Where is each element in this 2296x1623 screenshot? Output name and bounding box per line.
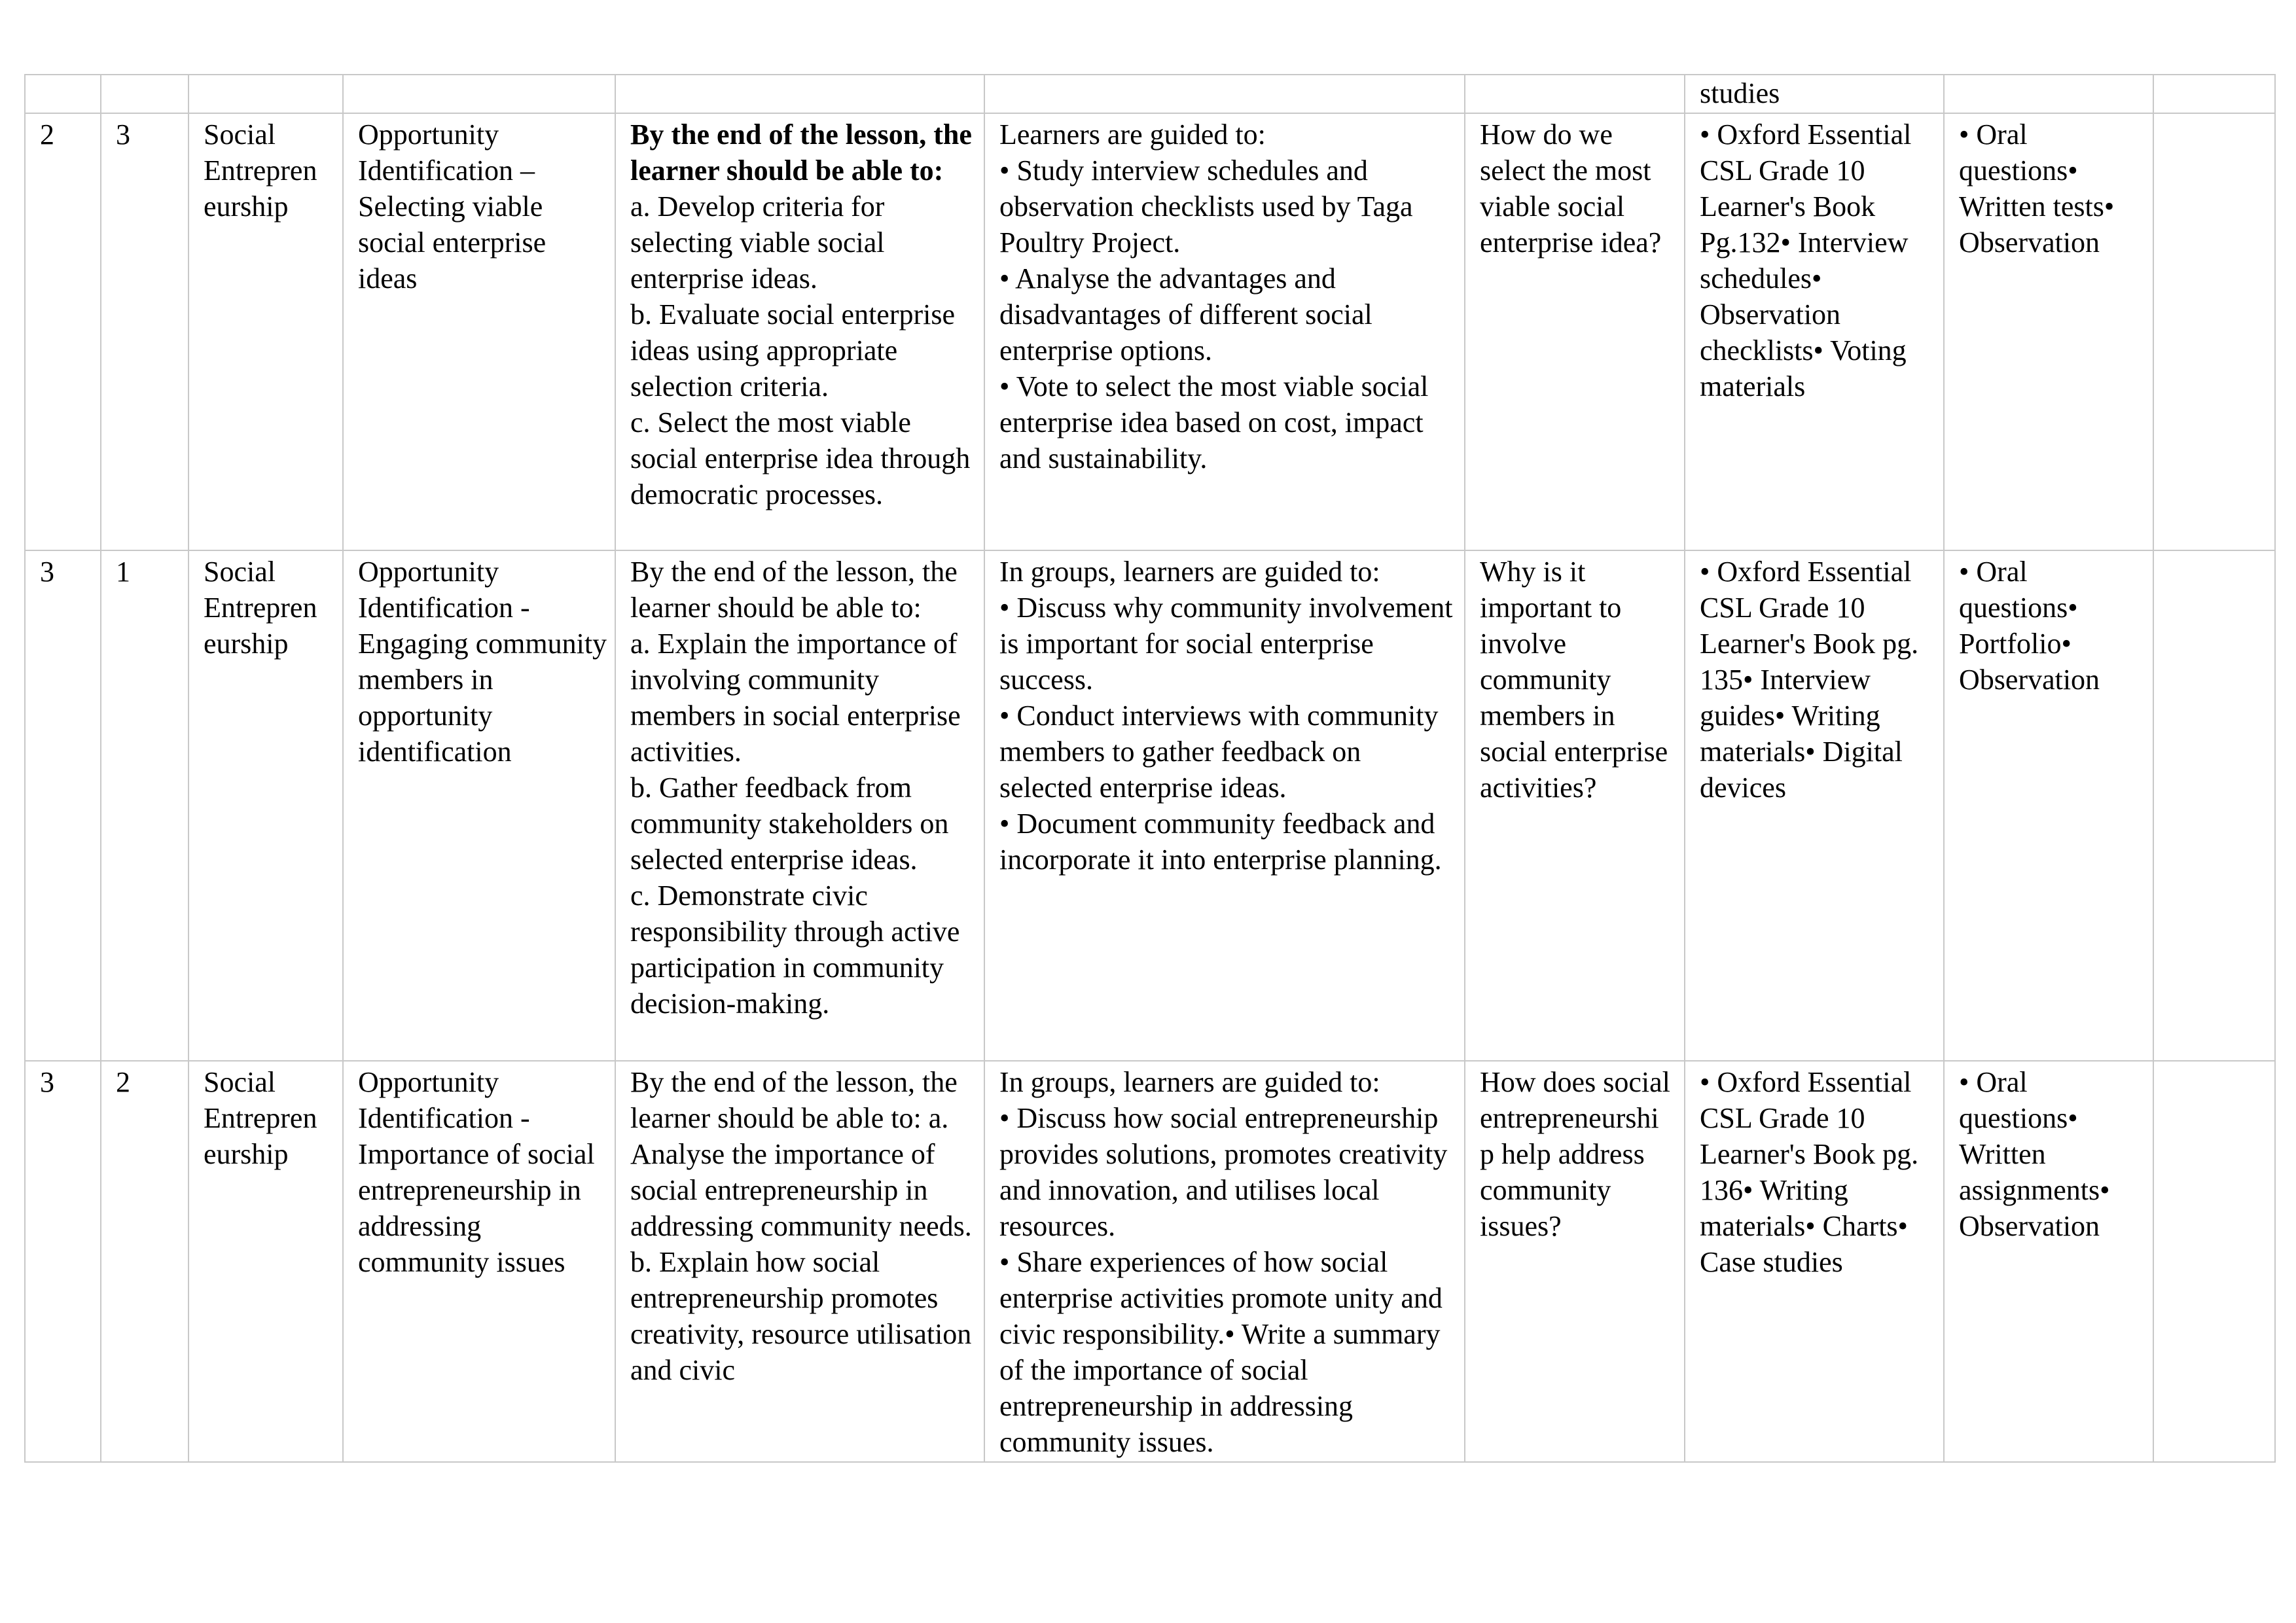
outcomes-heading: By the end of the lesson, the learner should be able to:	[630, 556, 958, 624]
experience-item: • Share experiences of how social enterprise activities promote unity and civic responsibility.• Write a summary of the importance of social entrepreneurship in addressing community issues.	[999, 1246, 1443, 1458]
strand-cell: Social Entrepren eurship	[188, 1061, 343, 1462]
inquiry-cell: How does social entrepreneurshi p help address community issues?	[1465, 1061, 1685, 1462]
experiences-intro: Learners are guided to:	[999, 118, 1266, 151]
outcome-item: c. Demonstrate civic responsibility through active participation in community decision-making.	[630, 880, 960, 1020]
assessment-cell: • Oral questions• Written tests• Observation	[1944, 113, 2153, 550]
outcomes-cell	[615, 1061, 984, 1462]
outcome-item: a. Develop criteria for selecting viable social enterprise ideas.	[630, 190, 885, 294]
lesson-cell	[101, 75, 188, 113]
outcome-item: c. Select the most viable social enterprise idea through democratic processes.	[630, 406, 971, 510]
week-cell: 3	[25, 1061, 101, 1462]
outcomes-heading: By the end of the lesson, the learner should be able to:	[630, 118, 972, 187]
outcomes-cell	[615, 75, 984, 113]
outcomes-heading: By the end of the lesson, the learner should be able to: a. Analyse the importance of social entrepreneurship in addressing community needs.	[630, 1066, 972, 1242]
inquiry-cell: Why is it important to involve community members in social enterprise activities?	[1465, 550, 1685, 1061]
experience-item: • Discuss how social entrepreneurship provides solutions, promotes creativity and innovation, and utilises local resources.	[999, 1102, 1448, 1242]
scheme-of-work-table	[24, 74, 2276, 1463]
resources-cell: • Oxford Essential CSL Grade 10 Learner's Book pg. 135• Interview guides• Writing materials• Digital devices	[1685, 550, 1944, 1061]
strand-cell	[188, 75, 343, 113]
experience-item: • Discuss why community involvement is important for social enterprise success.	[999, 592, 1453, 696]
experience-item: • Conduct interviews with community members to gather feedback on selected enterprise ideas.	[999, 700, 1439, 804]
lesson-cell: 2	[101, 1061, 188, 1462]
sub-strand-cell	[343, 75, 615, 113]
week-cell: 2	[25, 113, 101, 550]
table-row	[25, 113, 2275, 550]
resources-cell: • Oxford Essential CSL Grade 10 Learner's Book Pg.132• Interview schedules• Observation checklists• Voting materials	[1685, 113, 1944, 550]
experiences-cell	[984, 75, 1465, 113]
lesson-cell: 3	[101, 113, 188, 550]
outcome-item: b. Evaluate social enterprise ideas using appropriate selection criteria.	[630, 298, 956, 402]
assessment-cell: • Oral questions• Portfolio• Observation	[1944, 550, 2153, 1061]
table-row	[25, 75, 2275, 113]
inquiry-cell	[1465, 75, 1685, 113]
strand-cell: Social Entrepren eurship	[188, 113, 343, 550]
experiences-cell	[984, 113, 1465, 550]
sub-strand-cell: Opportunity Identification - Importance of social entrepreneurship in addressing community issues	[343, 1061, 615, 1462]
inquiry-cell: How do we select the most viable social enterprise idea?	[1465, 113, 1685, 550]
experiences-intro: In groups, learners are guided to:	[999, 556, 1380, 588]
experiences-intro: In groups, learners are guided to:	[999, 1066, 1380, 1098]
experience-item: • Analyse the advantages and disadvantages of different social enterprise options.	[999, 262, 1372, 366]
remarks-cell	[2153, 1061, 2275, 1462]
assessment-cell	[1944, 75, 2153, 113]
sub-strand-cell: Opportunity Identification – Selecting viable social enterprise ideas	[343, 113, 615, 550]
week-cell	[25, 75, 101, 113]
outcome-item: a. Explain the importance of involving community members in social enterprise activities.	[630, 628, 961, 768]
experience-item: • Document community feedback and incorporate it into enterprise planning.	[999, 808, 1442, 876]
strand-cell: Social Entrepren eurship	[188, 550, 343, 1061]
outcomes-cell	[615, 113, 984, 550]
week-cell: 3	[25, 550, 101, 1061]
sub-strand-cell: Opportunity Identification - Engaging community members in opportunity identification	[343, 550, 615, 1061]
outcome-item: b. Gather feedback from community stakeholders on selected enterprise ideas.	[630, 772, 949, 876]
lesson-cell: 1	[101, 550, 188, 1061]
remarks-cell	[2153, 550, 2275, 1061]
experience-item: • Vote to select the most viable social enterprise idea based on cost, impact and sustainability.	[999, 370, 1429, 474]
resources-cell: • Oxford Essential CSL Grade 10 Learner's Book pg. 136• Writing materials• Charts• Case studies	[1685, 1061, 1944, 1462]
table-row	[25, 1061, 2275, 1462]
remarks-cell	[2153, 75, 2275, 113]
outcome-item: b. Explain how social entrepreneurship promotes creativity, resource utilisation and civic	[630, 1246, 972, 1386]
resources-cell: studies	[1685, 75, 1944, 113]
assessment-cell: • Oral questions• Written assignments• Observation	[1944, 1061, 2153, 1462]
experiences-cell	[984, 1061, 1465, 1462]
experiences-cell	[984, 550, 1465, 1061]
experience-item: • Study interview schedules and observation checklists used by Taga Poultry Project.	[999, 154, 1413, 259]
outcomes-cell	[615, 550, 984, 1061]
remarks-cell	[2153, 113, 2275, 550]
table-row	[25, 550, 2275, 1061]
